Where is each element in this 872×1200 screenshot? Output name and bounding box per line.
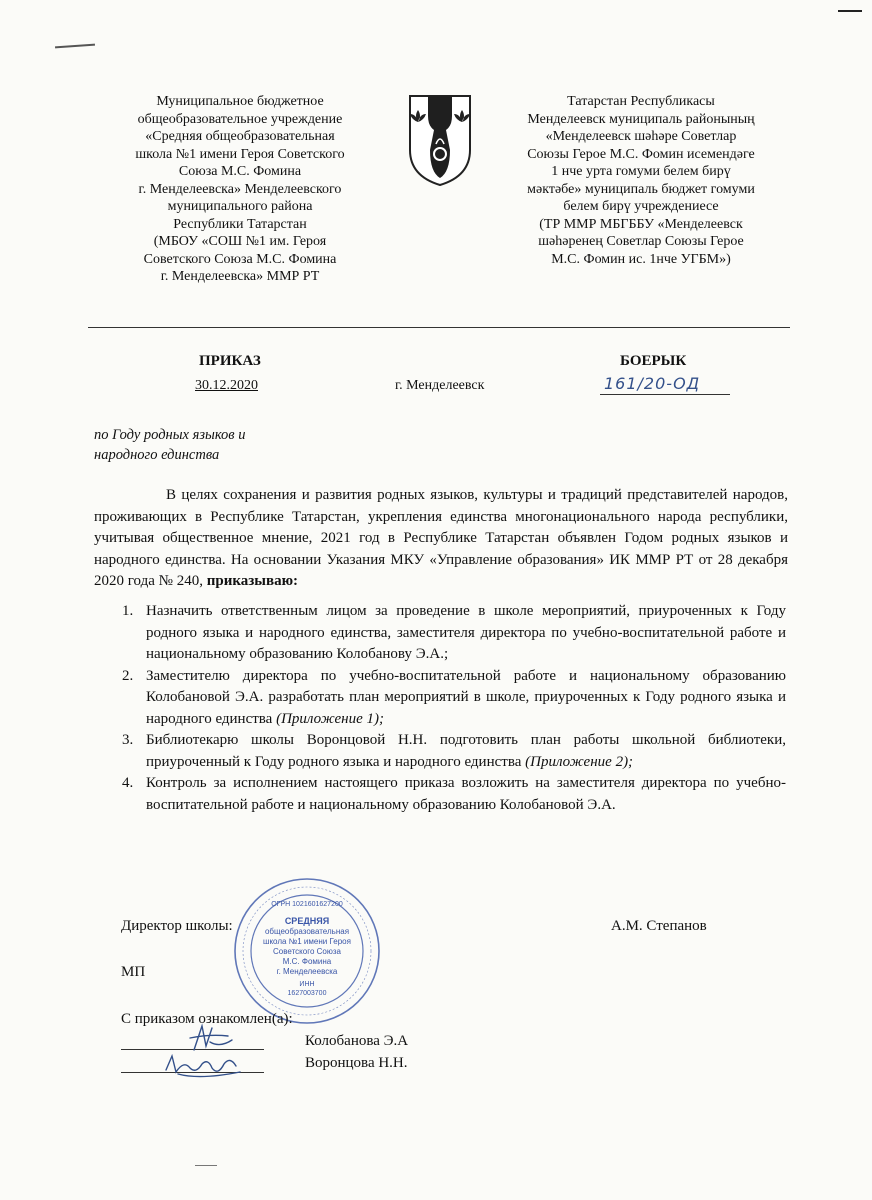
order-number-handwritten: 161/20-ОД	[604, 374, 701, 393]
subject-line: по Году родных языков и	[94, 427, 246, 443]
header-left-line: Союза М.С. Фомина	[178, 164, 302, 179]
header-left-line: Муниципальное бюджетное	[156, 94, 324, 109]
header-right-line: Союзы Герое М.С. Фомин исемендәге	[527, 146, 755, 162]
header-right-line: шәһәренең Советлар Союзы Герое	[538, 234, 744, 249]
header-right-line: «Менделеевск шәһәре Советлар	[545, 129, 737, 144]
header-left-line: общеобразовательное учреждение	[137, 111, 343, 127]
stamp-line: школа №1 имени Героя	[263, 937, 351, 946]
item-text: Назначить ответственным лицом за проведение в школе мероприятий, приуроченных к Году родного языка и народного единства, заместителя директора по учебно-воспитательной работе и национальному образованию Колобанову Э.А.;	[146, 603, 786, 662]
header-divider	[88, 327, 790, 328]
item-text: Библиотекарю школы Воронцовой Н.Н. подготовить план работы школьной библиотеки, приуроченный к Году родного языка и народного единства	[146, 732, 786, 770]
header-left-line: школа №1 имени Героя Советского	[135, 146, 345, 162]
handwritten-signature-2	[160, 1050, 250, 1084]
order-items-list	[122, 601, 786, 816]
order-date: 30.12.2020	[195, 378, 258, 393]
director-name: А.М. Степанов	[611, 918, 707, 934]
header-right-line: 1 нче урта гомуми белем бирү	[551, 164, 731, 179]
scan-mark	[838, 10, 862, 12]
order-subject	[94, 425, 245, 465]
stamp-inn-label: ИНН	[299, 981, 315, 988]
item-appendix-note: (Приложение 1);	[276, 710, 385, 727]
item-number: 2.	[122, 667, 134, 684]
item-appendix-note: (Приложение 2);	[525, 753, 634, 770]
header-left-line: (МБОУ «СОШ №1 им. Героя	[153, 234, 327, 249]
header-right-line: белем бирү учреждениесе	[563, 199, 719, 214]
header-right-line: мәктәбе» муниципаль бюджет гомуми	[527, 181, 755, 197]
preamble-paragraph	[94, 485, 788, 593]
order-number-line	[600, 374, 730, 395]
official-seal-stamp	[232, 876, 382, 1026]
stamp-line: Советского Союза	[273, 947, 341, 956]
order-city: г. Менделеевск	[395, 378, 485, 393]
stamp-line: СРЕДНЯЯ	[284, 916, 330, 926]
director-label: Директор школы:	[121, 918, 233, 934]
org-name-russian	[100, 93, 380, 286]
header-right-line: Менделеевск муниципаль районының	[527, 111, 755, 127]
acquainted-person-1: Колобанова Э.А	[305, 1033, 409, 1049]
list-item	[122, 666, 786, 731]
header-left-line: г. Менделеевска» ММР РТ	[160, 269, 320, 284]
org-name-tatar	[492, 93, 790, 268]
list-item	[122, 773, 786, 816]
coat-of-arms-emblem	[406, 92, 474, 188]
header-left-line: г. Менделеевска» Менделеевского	[138, 181, 342, 197]
header-right-line: М.С. Фомин ис. 1нче УГБМ»)	[551, 251, 731, 267]
stamp-inn: 1627003700	[287, 990, 327, 997]
item-text: Заместителю директора по учебно-воспитательной работе и национальному образованию Колобановой Э.А. разработать план мероприятий в школе, приуроченных к Году родного языка и народного единства	[146, 667, 786, 727]
header-left-line: «Средняя общеобразовательная	[145, 129, 335, 144]
acquainted-person-2: Воронцова Н.Н.	[305, 1055, 408, 1071]
stamp-line: общеобразовательная	[264, 927, 350, 936]
seal-label: МП	[121, 964, 146, 980]
scan-mark	[195, 1165, 217, 1166]
stamp-line: М.С. Фомина	[282, 957, 332, 966]
order-title-tt: БОЕРЫК	[620, 353, 687, 369]
header-left-line: Советского Союза М.С. Фомина	[143, 251, 337, 267]
item-text: Контроль за исполнением настоящего приказа возложить на заместителя директора по учебно-воспитательной работе и национальному образованию Колобановой Э.А.	[146, 775, 786, 813]
order-title-ru: ПРИКАЗ	[199, 353, 261, 369]
order-directive-word: приказываю:	[206, 573, 299, 589]
stamp-line: г. Менделеевска	[276, 967, 338, 976]
header-left-line: Республики Татарстан	[173, 216, 307, 232]
list-item	[122, 730, 786, 773]
stamp-ogrn: ОГРН 1021601627200	[271, 901, 343, 908]
header-right-line: (ТР ММР МБГББУ «Менделеевск	[539, 216, 743, 232]
header-left-line: муниципального района	[167, 199, 313, 214]
acquainted-label: С приказом ознакомлен(а):	[121, 1011, 293, 1027]
header-right-line: Татарстан Республикасы	[567, 94, 715, 109]
item-number: 4.	[122, 775, 134, 791]
item-number: 1.	[122, 603, 134, 619]
list-item	[122, 601, 786, 666]
item-number: 3.	[122, 732, 134, 748]
subject-line: народного единства	[94, 447, 220, 463]
preamble-text: В целях сохранения и развития родных языков, культуры и традиций представителей народов, проживающих в Республике Татарстан, укрепления единства многонационального народа республики, учитывая общественное мнение, 2021 год в Республике Татарстан объявлен Годом родных языков и народного единства. На основании Указания МКУ «Управление образования» ИК ММР РТ от 28 декабря 2020 года № 240,	[94, 487, 788, 589]
scan-mark	[55, 44, 95, 49]
